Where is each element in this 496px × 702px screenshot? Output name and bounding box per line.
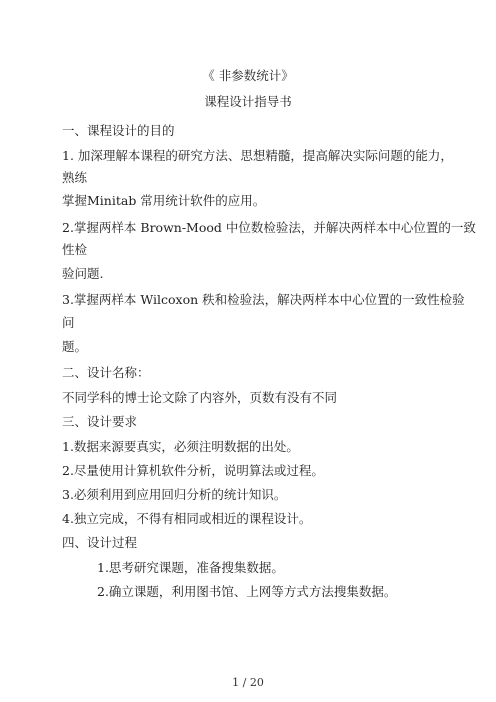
- page-number: 1 / 20: [232, 676, 264, 689]
- body-line: 2.尽量使用计算机软件分析，说明算法或过程。: [62, 463, 324, 478]
- body-line: 3.必须利用到应用回归分析的统计知识。: [62, 487, 287, 502]
- body-line: 不同学科的博士论文除了内容外，页数有没有不同: [62, 390, 338, 405]
- document-subtitle: 课程设计指导书: [204, 94, 292, 109]
- body-line: 2.确立课题，利用图书馆、上网等方式方法搜集数据。: [97, 584, 397, 599]
- body-line: 4.独立完成，不得有相同或相近的课程设计。: [62, 511, 312, 526]
- section-heading-purpose: 一、课程设计的目的: [62, 123, 175, 138]
- body-line: 3.掌握两样本 Wilcoxon 秩和检验法，解决两样本中心位置的一致性检验: [62, 292, 465, 307]
- body-line: 问: [62, 315, 75, 330]
- section-heading-process: 四、设计过程: [62, 535, 138, 550]
- body-line: 验问题.: [62, 266, 104, 281]
- document-title: 《 非参数统计》: [202, 68, 294, 83]
- body-line: 1.思考研究课题，准备搜集数据。: [97, 560, 284, 575]
- body-line: 掌握Minitab 常用统计软件的应用。: [62, 193, 266, 208]
- body-line: 熟练: [62, 170, 88, 185]
- body-line: 题。: [62, 339, 88, 354]
- section-heading-name: 二、设计名称：: [62, 365, 150, 380]
- body-line: 1.数据来源要真实，必须注明数据的出处。: [62, 439, 299, 454]
- body-line: 1. 加深理解本课程的研究方法、思想精髓，提高解决实际问题的能力，: [62, 148, 453, 163]
- section-heading-requirements: 三、设计要求: [62, 414, 138, 429]
- body-line: 2.掌握两样本 Brown-Mood 中位数检验法，并解决两样本中心位置的一致: [62, 220, 476, 235]
- body-line: 性检: [62, 242, 88, 257]
